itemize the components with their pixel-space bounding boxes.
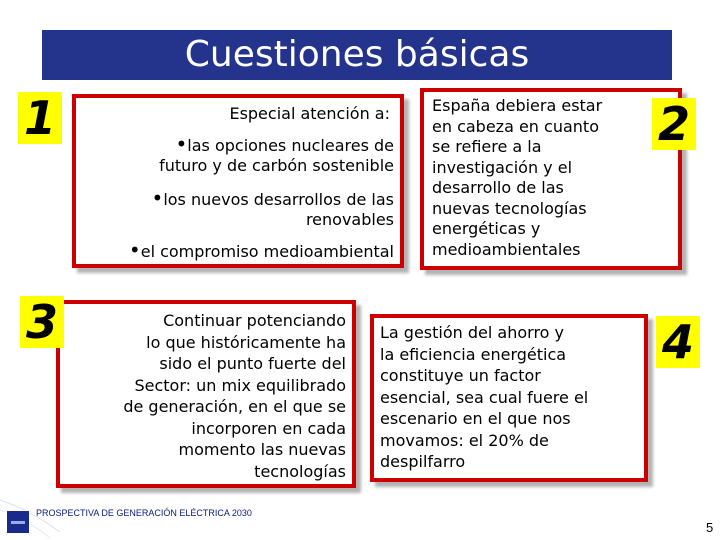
box-1-bullet-3: •el compromiso medioambiental (128, 238, 394, 262)
number-badge-3: 3 (20, 296, 64, 348)
number-badge-2: 2 (652, 98, 696, 150)
box-1-bullet-1: •las opciones nucleares de futuro y de carbón sostenible (159, 132, 394, 175)
bullet-dot: • (151, 186, 164, 210)
box-3 (56, 300, 356, 488)
box-2-text: España debiera estar en cabeza en cuanto se refiere a la investigación y el desarrollo de las nuevas tecnologías energéticas y medioambientales (432, 96, 603, 259)
box-4-text: La gestión del ahorro y la eficiencia energética constituye un factor esencial, sea cual fuere el escenario en el que nos movamos: el 20% de despilfarro (380, 323, 589, 471)
box-1 (72, 94, 404, 268)
bullet-dot: • (175, 132, 188, 156)
page-title: Cuestiones básicas (42, 30, 672, 80)
bullet-dot: • (128, 238, 141, 262)
box-3-text: Continuar potenciando lo que históricamente ha sido el punto fuerte del Sector: un mix equilibrado de generación, en el que se incorporen en cada momento las nuevas tecnologías (123, 311, 346, 481)
box-1-heading: Especial atención a: (229, 104, 390, 123)
number-badge-1: 1 (18, 92, 62, 144)
company-logo (6, 510, 30, 534)
box-1-bullet-2: •los nuevos desarrollos de las renovables (151, 186, 394, 229)
box-2 (420, 88, 682, 270)
footer-text: PROSPECTIVA DE GENERACIÓN ELÉCTRICA 2030 (36, 508, 252, 518)
page-number: 5 (706, 520, 714, 535)
number-badge-4: 4 (656, 316, 700, 368)
box-4 (370, 314, 648, 482)
